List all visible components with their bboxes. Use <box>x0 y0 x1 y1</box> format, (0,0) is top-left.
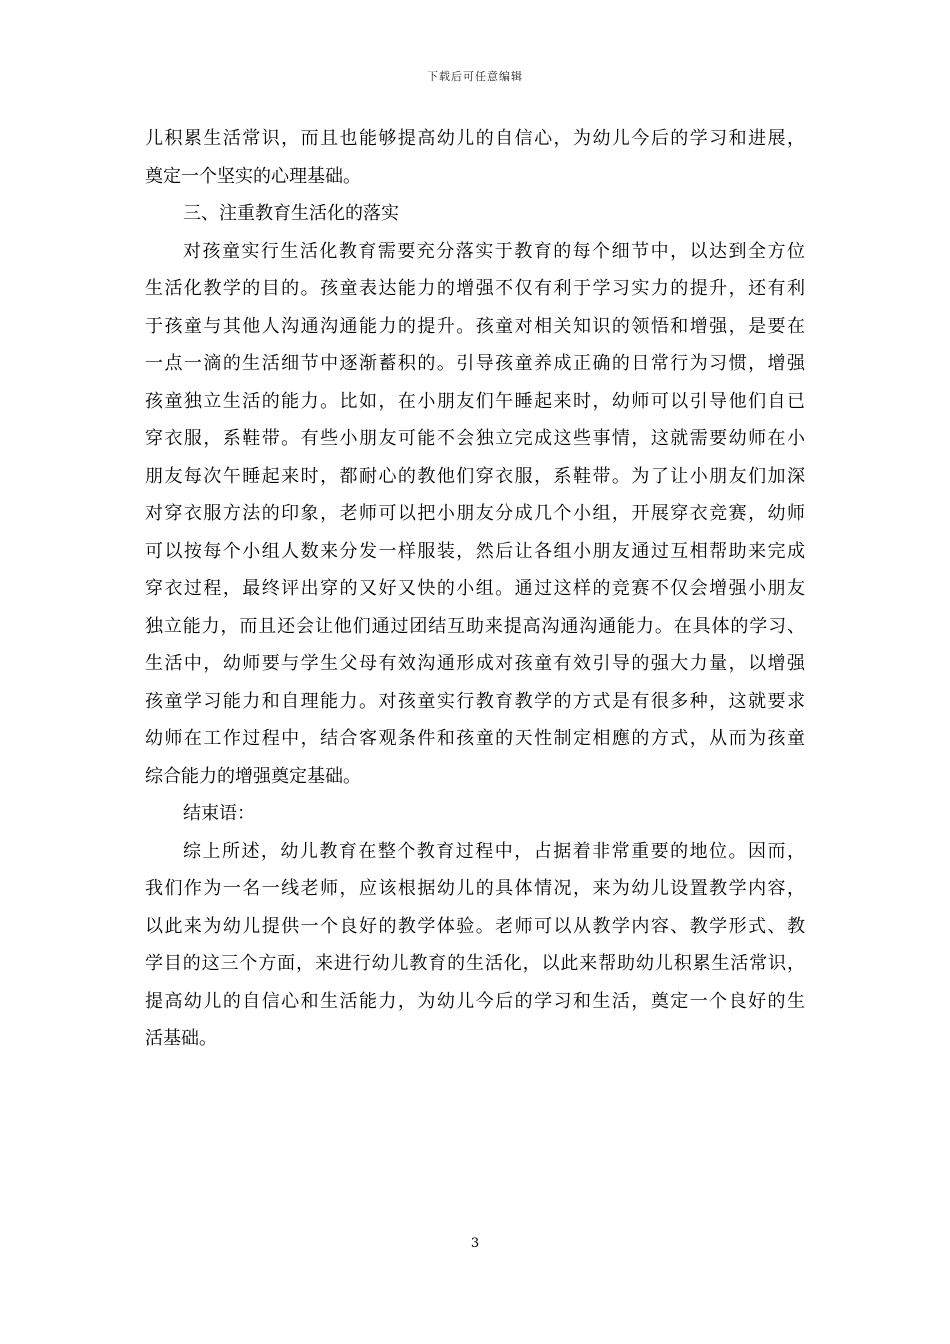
text-line: 综合能力的增强奠定基础。 <box>145 765 361 787</box>
section-heading: 三、注重教育生活化的落实 <box>183 203 399 224</box>
text-line: 综上所述，幼儿教育在整个教育过程中，占据着非常重要的地位。因而， <box>183 840 805 862</box>
text-line: 奠定一个坚实的心理基础。 <box>145 165 361 187</box>
text-line: 以此来为幼儿提供一个良好的教学体验。老师可以从教学内容、教学形式、教 <box>145 915 805 937</box>
text-line: 穿衣服，系鞋带。有些小朋友可能不会独立完成这些事情，这就需要幼师在小 <box>145 428 805 449</box>
text-line: 孩童学习能力和自理能力。对孩童实行教育教学的方式是有很多种，这就要求 <box>145 690 805 712</box>
text-line: 我们作为一名一线老师，应该根据幼儿的具体情况，来为幼儿设置教学内容， <box>145 878 805 899</box>
text-line: 穿衣过程，最终评出穿的又好又快的小组。通过这样的竞赛不仅会增强小朋友 <box>145 578 805 599</box>
text-line: 可以按每个小组人数来分发一样服装，然后让各组小朋友通过互相帮助来完成 <box>145 540 805 562</box>
text-line: 儿积累生活常识，而且也能够提高幼儿的自信心，为幼儿今后的学习和进展， <box>145 128 805 149</box>
document-body <box>145 120 805 1058</box>
text-line: 一点一滴的生活细节中逐渐蓄积的。引导孩童养成正确的日常行为习惯，增强 <box>145 353 805 374</box>
text-line: 孩童独立生活的能力。比如，在小朋友们午睡起来时，幼师可以引导他们自已 <box>145 390 805 412</box>
page-number: 3 <box>470 1236 480 1251</box>
text-line: 幼师在工作过程中，结合客观条件和孩童的天性制定相應的方式，从而为孩童 <box>145 728 805 749</box>
text-line: 生活中，幼师要与学生父母有效沟通形成对孩童有效引导的强大力量，以增强 <box>145 653 805 674</box>
text-line: 朋友每次午睡起来时，都耐心的教他们穿衣服，系鞋带。为了让小朋友们加深 <box>145 465 805 487</box>
text-line: 学目的这三个方面，来进行幼儿教育的生活化，以此来帮助幼儿积累生活常识， <box>145 953 805 974</box>
text-line: 生活化教学的目的。孩童表达能力的增强不仅有利于学习实力的提升，还有利 <box>145 278 805 299</box>
page-header: 下载后可任意编辑 <box>427 70 523 83</box>
text-line: 对孩童实行生活化教育需要充分落实于教育的每个细节中，以达到全方位 <box>183 240 805 262</box>
section-heading: 结束语： <box>183 803 255 824</box>
text-line: 于孩童与其他人沟通沟通能力的提升。孩童对相关知识的领悟和增强，是要在 <box>145 315 805 337</box>
text-line: 独立能力，而且还会让他们通过团结互助来提高沟通沟通能力。在具体的学习、 <box>145 615 805 637</box>
text-line: 对穿衣服方法的印象，老师可以把小朋友分成几个小组，开展穿衣竞赛，幼师 <box>145 503 805 524</box>
text-line: 提高幼儿的自信心和生活能力，为幼儿今后的学习和生活，奠定一个良好的生 <box>145 990 805 1012</box>
text-line: 活基础。 <box>145 1028 217 1049</box>
